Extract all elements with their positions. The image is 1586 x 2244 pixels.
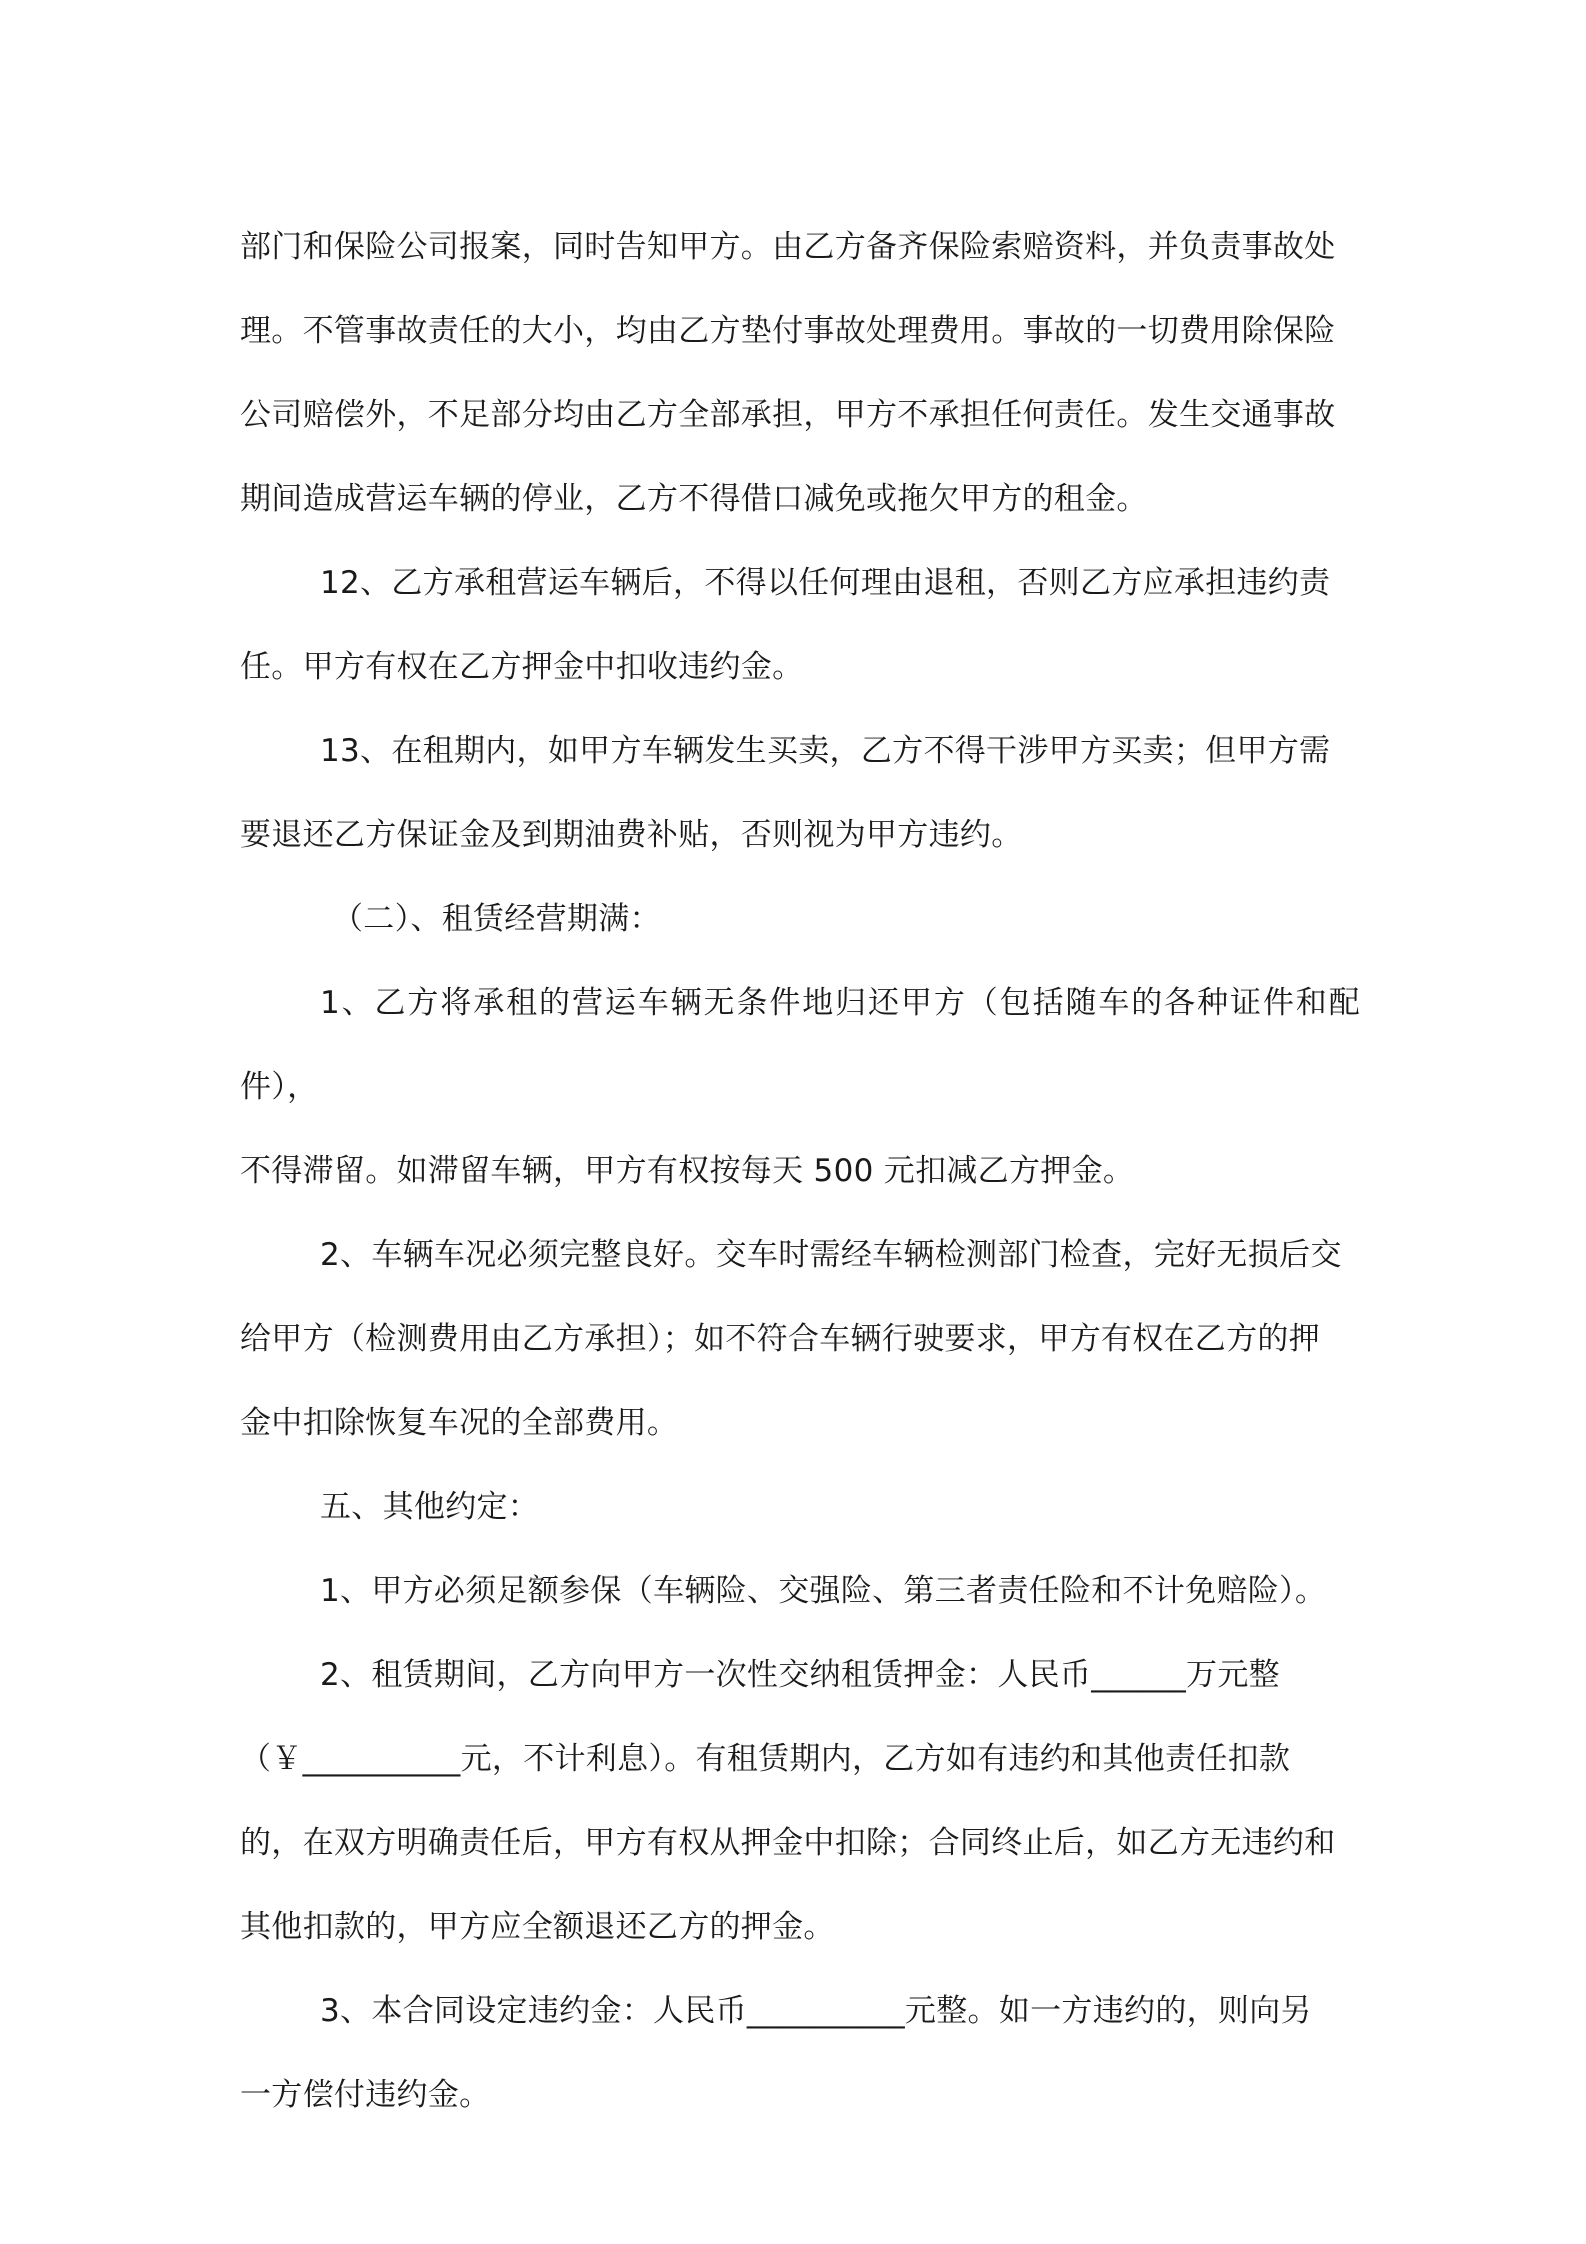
paragraph-h-other-terms	[240, 1465, 1360, 1549]
paragraph-line: 期间造成营运车辆的停业，乙方不得借口减免或拖欠甲方的租金。	[240, 481, 1148, 517]
paragraph-line: 1、甲方必须足额参保（车辆险、交强险、第三者责任险和不计免赔险）。	[320, 1573, 1327, 1609]
paragraph-line: 2、租赁期间，乙方向甲方一次性交纳租赁押金：人民币______万元整	[320, 1657, 1280, 1693]
document-body	[240, 205, 1360, 2137]
paragraph-line: 一方偿付违约金。	[240, 2077, 491, 2113]
paragraph-p-13	[240, 709, 1360, 877]
paragraph-line: 其他扣款的，甲方应全额退还乙方的押金。	[240, 1909, 835, 1945]
paragraph-p-other-3	[240, 1969, 1360, 2137]
paragraph-line: 公司赔偿外，不足部分均由乙方全部承担，甲方不承担任何责任。发生交通事故	[240, 397, 1336, 433]
paragraph-line: 3、本合同设定违约金：人民币__________元整。如一方违约的，则向另	[320, 1993, 1312, 2029]
paragraph-h-lease-expiry	[240, 877, 1360, 961]
paragraph-line: （￥__________元，不计利息）。有租赁期内，乙方如有违约和其他责任扣款	[240, 1741, 1291, 1777]
paragraph-line: 五、其他约定：	[320, 1489, 540, 1525]
paragraph-p-12	[240, 541, 1360, 709]
paragraph-line: 要退还乙方保证金及到期油费补贴，否则视为甲方违约。	[240, 817, 1023, 853]
paragraph-line: 12、乙方承租营运车辆后，不得以任何理由退租，否则乙方应承担违约责	[320, 565, 1331, 601]
paragraph-p-accident	[240, 205, 1360, 541]
paragraph-p-other-1	[240, 1549, 1360, 1633]
paragraph-line: 2、车辆车况必须完整良好。交车时需经车辆检测部门检查，完好无损后交	[320, 1237, 1342, 1273]
paragraph-line: （二）、租赁经营期满：	[332, 901, 661, 937]
paragraph-p-expiry-2	[240, 1213, 1360, 1465]
paragraph-line: 部门和保险公司报案，同时告知甲方。由乙方备齐保险索赔资料，并负责事故处	[240, 229, 1336, 265]
paragraph-line: 的，在双方明确责任后，甲方有权从押金中扣除；合同终止后，如乙方无违约和	[240, 1825, 1336, 1861]
paragraph-line: 1、乙方将承租的营运车辆无条件地归还甲方（包括随车的各种证件和配件），	[240, 985, 1360, 1105]
paragraph-line: 金中扣除恢复车况的全部费用。	[240, 1405, 679, 1441]
paragraph-line: 给甲方（检测费用由乙方承担）；如不符合车辆行驶要求，甲方有权在乙方的押	[240, 1321, 1320, 1357]
paragraph-p-other-2	[240, 1633, 1360, 1969]
paragraph-line: 13、在租期内，如甲方车辆发生买卖，乙方不得干涉甲方买卖；但甲方需	[320, 733, 1331, 769]
paragraph-line: 任。甲方有权在乙方押金中扣收违约金。	[240, 649, 804, 685]
paragraph-line: 理。不管事故责任的大小，均由乙方垫付事故处理费用。事故的一切费用除保险	[240, 313, 1336, 349]
paragraph-line: 不得滞留。如滞留车辆，甲方有权按每天 500 元扣减乙方押金。	[240, 1153, 1135, 1189]
paragraph-p-expiry-1	[240, 961, 1360, 1213]
